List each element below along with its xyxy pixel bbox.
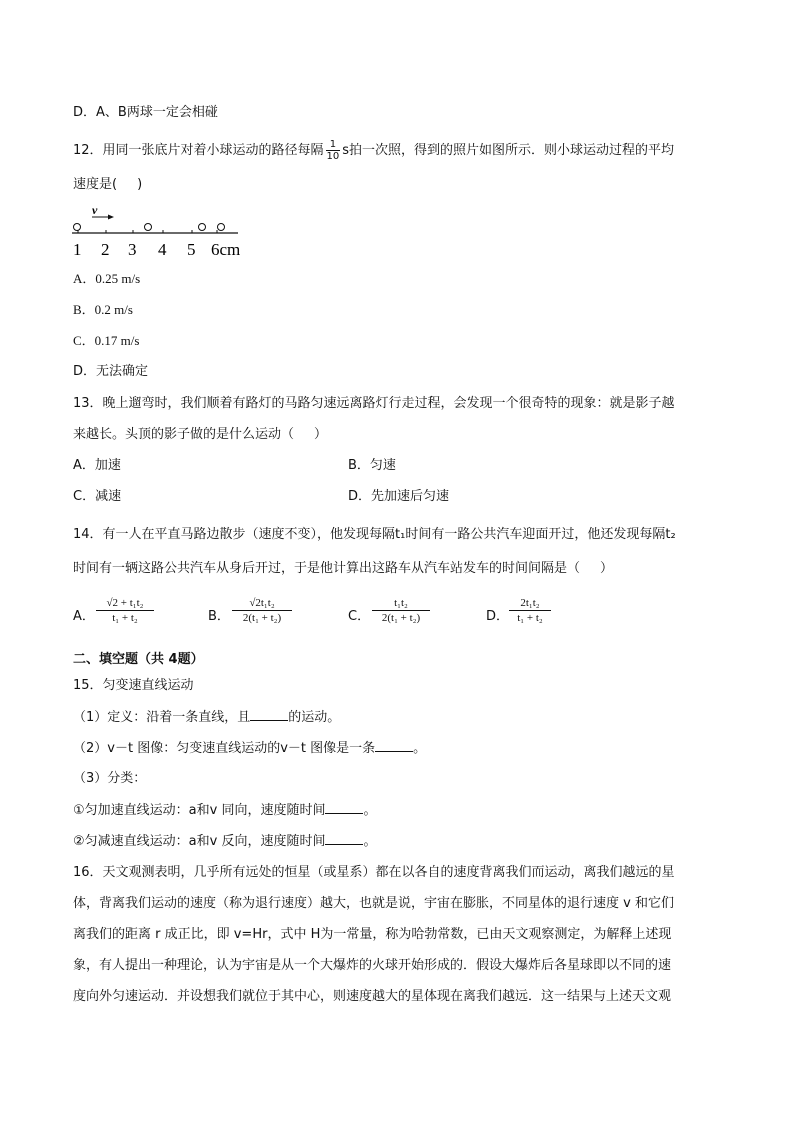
q13-option-a: A．加速 xyxy=(73,458,121,473)
q15-vt-graph xyxy=(73,739,426,758)
q16-line-3: 离我们的距离 r 成正比，即 v=Hr，式中 H为一常量，称为哈勃常数，已由天文观察测定，为解释上述现 xyxy=(73,927,672,942)
q13-option-b: B．匀速 xyxy=(348,458,396,473)
q13-option-d: D．先加速后匀速 xyxy=(348,489,450,504)
q12-line1 xyxy=(73,139,674,162)
q14-c-den: 2(t₁ + t₂) xyxy=(381,612,421,624)
section-heading: 二、填空题（共 4题） xyxy=(73,652,204,667)
q14-paren-close: ） xyxy=(600,561,614,576)
q14-b-num: √2t₁t₂ xyxy=(232,597,292,611)
q15-blank-2[interactable] xyxy=(375,739,413,752)
q16-line-5: 度向外匀速运动．并设想我们就位于其中心，则速度越大的星体现在离我们越远．这一结果与上述天文观 xyxy=(73,989,672,1004)
q15-accelerating xyxy=(73,801,376,820)
ball-position-4 xyxy=(218,224,225,231)
q16-line-1: 16．天文观测表明，几乎所有远处的恒星（或星系）都在以各自的速度背离我们而运动，离我们越远的星 xyxy=(73,865,675,880)
velocity-arrowhead xyxy=(108,215,114,220)
q14-option-c-label: C． xyxy=(348,609,371,624)
q14-option-c-fraction xyxy=(372,597,430,624)
q12-option-d: D．无法确定 xyxy=(73,364,149,379)
q12-frac-num: 1 xyxy=(326,139,341,151)
q14-line2 xyxy=(73,560,613,578)
q13-line2 xyxy=(73,426,327,444)
q12-option-b: B．0.2 m/s xyxy=(73,302,133,317)
q15-acc-pre: ①匀加速直线运动：a和v 同向，速度随时间 xyxy=(73,803,326,818)
q14-option-b-fraction xyxy=(232,597,292,624)
q15-blank-4[interactable] xyxy=(325,832,363,845)
ball-position-2 xyxy=(145,224,152,231)
tick-label-6: 6cm xyxy=(211,240,241,259)
q14-line2-text: 时间有一辆这路公共汽车从身后开过，于是他计算出这路车从汽车站发车的时间间隔是（ xyxy=(73,561,581,576)
q15-vt-post: 。 xyxy=(413,741,427,756)
q15-classification: （3）分类： xyxy=(73,771,147,786)
q14-a-num: √2 + t₁t₂ xyxy=(96,597,154,611)
q15-def-post: 的运动。 xyxy=(288,710,341,725)
q14-line1: 14．有一人在平直马路边散步（速度不变），他发现每隔t₁时间有一路公共汽车迎面开过，他还发现每隔t₂ xyxy=(73,527,676,542)
q13-line2-text: 来越长。头顶的影子做的是什么运动（ xyxy=(73,427,295,442)
q14-d-den: t₁ + t₂ xyxy=(517,612,543,624)
q14-d-num: 2t₁t₂ xyxy=(509,597,551,611)
q12-fraction xyxy=(326,139,341,162)
q11-option-d: D．A、B两球一定会相碰 xyxy=(73,105,218,120)
q13-paren-close: ） xyxy=(314,427,328,442)
q14-option-a-fraction xyxy=(96,597,154,624)
q12-line2-text: 速度是( xyxy=(73,177,118,192)
tick-label-4: 4 xyxy=(158,240,167,259)
q12-text-pre: 12．用同一张底片对着小球运动的路径每隔 xyxy=(73,143,324,158)
q15-decelerating xyxy=(73,832,376,851)
q14-a-den: t₁ + t₂ xyxy=(112,612,138,624)
q14-c-num: t₁t₂ xyxy=(372,597,430,611)
q15-acc-post: 。 xyxy=(363,803,377,818)
velocity-label: v xyxy=(92,203,98,217)
q15-blank-3[interactable] xyxy=(325,801,363,814)
q13-line1: 13．晚上遛弯时，我们顺着有路灯的马路匀速远离路灯行走过程，会发现一个很奇特的现象：就是影子越 xyxy=(73,396,675,411)
q12-paren-close: ) xyxy=(137,177,143,192)
ball-position-1 xyxy=(74,224,81,231)
ball-position-3 xyxy=(199,224,206,231)
q14-option-b-label: B． xyxy=(208,609,230,624)
q16-line-2: 体，背离我们运动的速度（称为退行速度）越大，也就是说，宇宙在膨胀，不同星体的退行速度 v 和它们 xyxy=(73,896,674,911)
q15-def-pre: （1）定义：沿着一条直线，且 xyxy=(73,710,251,725)
q14-b-den: 2(t₁ + t₂) xyxy=(242,612,282,624)
q14-option-d-fraction xyxy=(509,597,551,624)
q15-title: 15．匀变速直线运动 xyxy=(73,678,194,693)
q15-vt-pre: （2）v－t 图像：匀变速直线运动的v－t 图像是一条 xyxy=(73,741,376,756)
q12-text-post: s拍一次照，得到的照片如图所示．则小球运动过程的平均 xyxy=(342,143,675,158)
q15-dec-pre: ②匀减速直线运动：a和v 反向，速度随时间 xyxy=(73,834,326,849)
tick-label-2: 2 xyxy=(101,240,110,259)
q14-option-a-label: A． xyxy=(73,609,95,624)
q12-line2 xyxy=(73,176,142,194)
q16-line-4: 象，有人提出一种理论，认为宇宙是从一个大爆炸的火球开始形成的．假设大爆炸后各星球即以不同的速 xyxy=(73,958,672,973)
q12-option-a: A．0.25 m/s xyxy=(73,271,141,286)
q14-option-d-label: D． xyxy=(486,609,510,624)
q12-frac-den: 10 xyxy=(326,151,340,162)
q12-motion-figure xyxy=(68,198,258,262)
tick-label-3: 3 xyxy=(128,240,137,259)
q12-option-c: C．0.17 m/s xyxy=(73,333,140,348)
q13-option-c: C．减速 xyxy=(73,489,122,504)
tick-label-1: 1 xyxy=(73,240,82,259)
q15-dec-post: 。 xyxy=(363,834,377,849)
tick-label-5: 5 xyxy=(187,240,196,259)
q15-blank-1[interactable] xyxy=(250,708,288,721)
q15-definition xyxy=(73,708,340,727)
